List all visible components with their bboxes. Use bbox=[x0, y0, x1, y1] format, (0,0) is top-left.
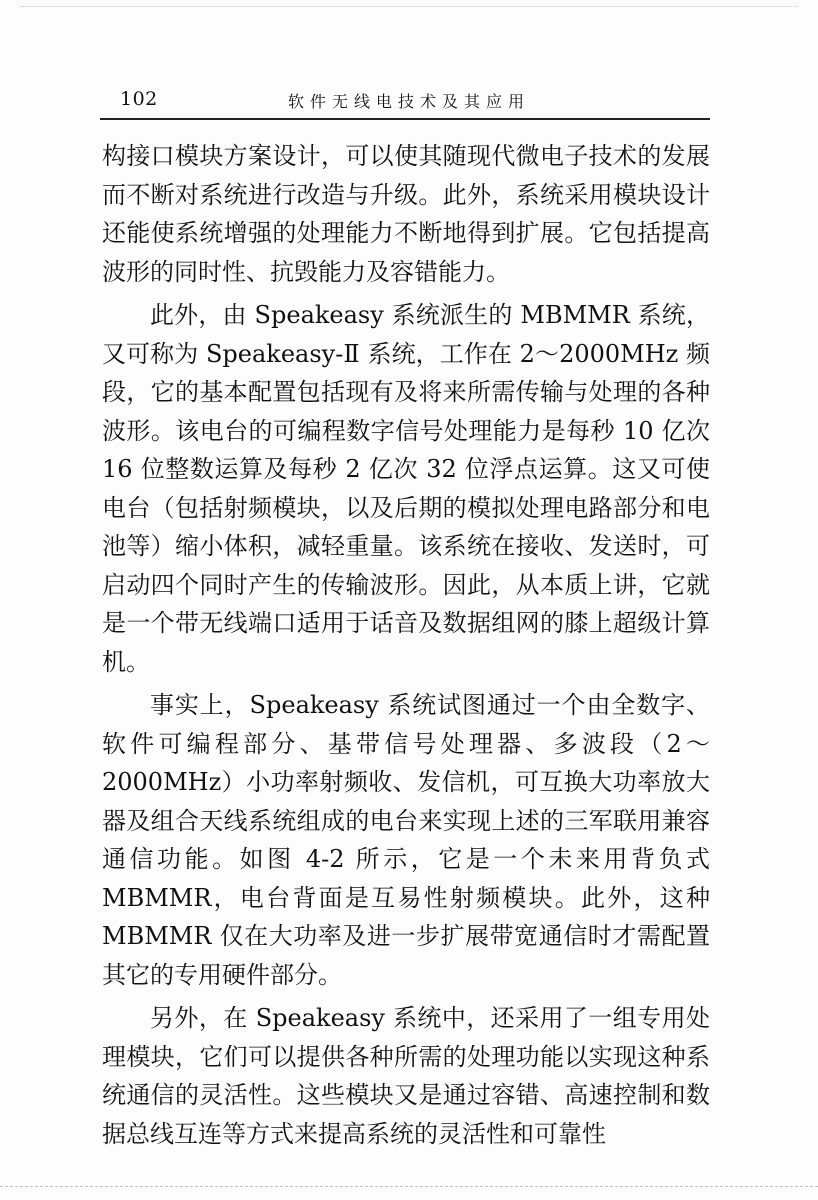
page-number: 102 bbox=[120, 88, 158, 110]
scan-edge-top bbox=[20, 0, 798, 7]
paragraph-4: 另外，在 Speakeasy 系统中，还采用了一组专用处理模块，它们可以提供各种所需的处理功能以实现这种系统通信的灵活性。这些模块又是通过容错、高速控制和数据总线互连等方式来提高系统的灵活性和可靠性 bbox=[102, 1004, 710, 1148]
paragraph-3: 事实上，Speakeasy 系统试图通过一个由全数字、软件可编程部分、基带信号处理器、多波段（2～2000MHz）小功率射频收、发信机，可互换大功率放大器及组合天线系统组成的电台来实现上述的三军联用兼容通信功能。如图 4-2 所示，它是一个未来用背负式 MBMMR，电台背面是互易性射频模块。此外，这种 MBMMR 仅在大功率及进一步扩展带宽通信时才需配置其它的专用硬件部分。 bbox=[102, 691, 710, 989]
paragraph-2: 此外，由 Speakeasy 系统派生的 MBMMR 系统，又可称为 Speakeasy-Ⅱ 系统，工作在 2～2000MHz 频段，它的基本配置包括现有及将来所需传输与处理的各种波形。该电台的可编程数字信号处理能力是每秒 10 亿次 16 位整数运算及每秒 2 亿次 32 位浮点运算。这又可使电台（包括射频模块，以及后期的模拟处理电路部分和电池等）缩小体积，减轻重量。该系统在接收、发送时，可启动四个同时产生的传输波形。因此，从本质上讲，它就是一个带无线端口适用于话音及数据组网的膝上超级计算机。 bbox=[102, 301, 710, 676]
scan-edge-bottom bbox=[0, 1186, 818, 1188]
body-text bbox=[102, 137, 710, 1158]
page-header bbox=[100, 84, 710, 120]
running-title: 软件无线电技术及其应用 bbox=[288, 92, 531, 111]
paragraph-1: 构接口模块方案设计，可以使其随现代微电子技术的发展而不断对系统进行改造与升级。此外，系统采用模块设计还能使系统增强的处理能力不断地得到扩展。它包括提高波形的同时性、抗毁能力及容错能力。 bbox=[102, 142, 710, 286]
